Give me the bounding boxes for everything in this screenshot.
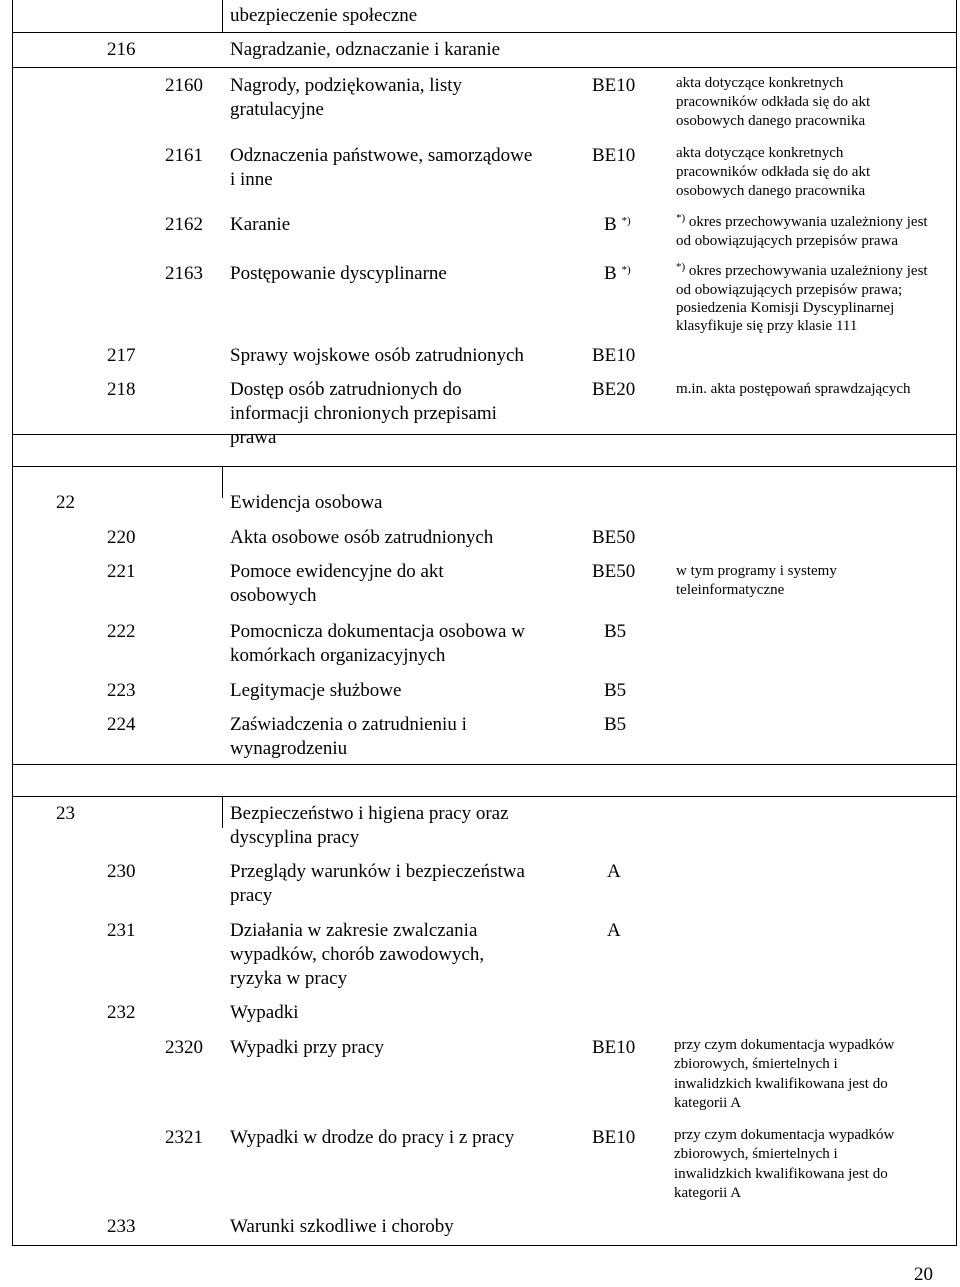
row-title: prawa: [230, 427, 277, 448]
row-title: Działania w zakresie zwalczania: [230, 920, 478, 941]
row-note: klasyfikuje się przy klasie 111: [676, 318, 858, 334]
row-category: B *): [604, 263, 631, 284]
row-note: akta dotyczące konkretnych: [676, 75, 844, 91]
row-category: BE20: [592, 379, 636, 400]
row-note: teleinformatyczne: [676, 582, 785, 598]
row-code: 230: [107, 861, 136, 882]
row-category: A: [607, 861, 621, 882]
row-title: wynagrodzeniu: [230, 738, 348, 759]
row-category: BE10: [592, 145, 636, 166]
row-title: Sprawy wojskowe osób zatrudnionych: [230, 345, 524, 366]
row-category: B5: [604, 621, 627, 642]
row-divider: [12, 434, 957, 435]
row-note: osobowych danego pracownika: [676, 113, 866, 129]
footnote-marker: *): [676, 212, 686, 224]
row-code: 2162: [165, 214, 203, 235]
row-category: BE50: [592, 561, 636, 582]
footnote-marker: *): [621, 264, 631, 276]
row-code: 223: [107, 680, 136, 701]
row-title: Dostęp osób zatrudnionych do: [230, 379, 462, 400]
column-divider: [222, 796, 223, 828]
row-code: 220: [107, 527, 136, 548]
row-code: 231: [107, 920, 136, 941]
row-note: od obowiązujących przepisów prawa;: [676, 282, 903, 298]
row-note: w tym programy i systemy: [676, 563, 837, 579]
row-code: 232: [107, 1002, 136, 1023]
row-title: i inne: [230, 169, 273, 190]
row-divider: [12, 466, 957, 467]
row-divider: [12, 32, 957, 33]
row-note: kategorii A: [674, 1095, 742, 1111]
row-note: inwalidzkich kwalifikowana jest do: [674, 1076, 888, 1092]
row-code: 224: [107, 714, 136, 735]
row-title: Warunki szkodliwe i choroby: [230, 1216, 454, 1237]
row-category: BE10: [592, 1127, 636, 1148]
row-note: osobowych danego pracownika: [676, 183, 866, 199]
row-title: Pomoce ewidencyjne do akt: [230, 561, 444, 582]
footnote-marker: *): [621, 215, 631, 227]
row-note: *) okres przechowywania uzależniony jest: [676, 212, 928, 230]
section-title: dyscyplina pracy: [230, 827, 360, 848]
row-title: Zaświadczenia o zatrudnieniu i: [230, 714, 467, 735]
row-note: pracowników odkłada się do akt: [676, 164, 871, 180]
row-category: B *): [604, 214, 631, 235]
row-code: 2160: [165, 75, 203, 96]
row-note: akta dotyczące konkretnych: [676, 145, 844, 161]
row-category: BE50: [592, 527, 636, 548]
row-code: 2320: [165, 1037, 203, 1058]
row-code: 222: [107, 621, 136, 642]
row-note: zbiorowych, śmiertelnych i: [674, 1146, 838, 1162]
row-title: Akta osobowe osób zatrudnionych: [230, 527, 494, 548]
row-title: komórkach organizacyjnych: [230, 645, 446, 666]
section-code: 23: [56, 803, 75, 824]
section-code: 216: [107, 39, 136, 60]
section-title: Bezpieczeństwo i higiena pracy oraz: [230, 803, 509, 824]
row-note: kategorii A: [674, 1185, 742, 1201]
row-title: gratulacyjne: [230, 99, 324, 120]
row-title: Legitymacje służbowe: [230, 680, 402, 701]
column-divider: [222, 466, 223, 498]
row-note: przy czym dokumentacja wypadków: [674, 1127, 895, 1143]
row-note: *) okres przechowywania uzależniony jest: [676, 261, 928, 279]
row-code: 221: [107, 561, 136, 582]
row-note: przy czym dokumentacja wypadków: [674, 1037, 895, 1053]
row-title: informacji chronionych przepisami: [230, 403, 497, 424]
column-divider: [222, 0, 223, 32]
section-title: Ewidencja osobowa: [230, 492, 383, 513]
row-code: 217: [107, 345, 136, 366]
row-note: m.in. akta postępowań sprawdzających: [676, 381, 911, 397]
section-heading: ubezpieczenie społeczne: [230, 5, 418, 26]
row-title: pracy: [230, 885, 273, 906]
row-title: Wypadki przy pracy: [230, 1037, 384, 1058]
row-title: Przeglądy warunków i bezpieczeństwa: [230, 861, 525, 882]
row-title: Nagrody, podziękowania, listy: [230, 75, 462, 96]
row-code: 218: [107, 379, 136, 400]
row-title: ryzyka w pracy: [230, 968, 348, 989]
row-title: Pomocnicza dokumentacja osobowa w: [230, 621, 525, 642]
row-note: inwalidzkich kwalifikowana jest do: [674, 1166, 888, 1182]
row-note: pracowników odkłada się do akt: [676, 94, 871, 110]
row-code: 2321: [165, 1127, 203, 1148]
row-title: Postępowanie dyscyplinarne: [230, 263, 447, 284]
row-category: A: [607, 920, 621, 941]
row-title: Odznaczenia państwowe, samorządowe: [230, 145, 533, 166]
page-number: 20: [914, 1264, 933, 1285]
row-category: B5: [604, 680, 627, 701]
row-note: zbiorowych, śmiertelnych i: [674, 1056, 838, 1072]
row-category: BE10: [592, 75, 636, 96]
row-category: B5: [604, 714, 627, 735]
row-divider: [12, 764, 957, 765]
row-divider: [12, 796, 957, 797]
row-title: wypadków, chorób zawodowych,: [230, 944, 485, 965]
section-title: Nagradzanie, odznaczanie i karanie: [230, 39, 501, 60]
row-title: Wypadki w drodze do pracy i z pracy: [230, 1127, 515, 1148]
section-code: 22: [56, 492, 75, 513]
row-code: 2161: [165, 145, 203, 166]
row-title: osobowych: [230, 585, 317, 606]
footnote-marker: *): [676, 261, 686, 273]
row-note: posiedzenia Komisji Dyscyplinarnej: [676, 300, 895, 316]
row-category: BE10: [592, 345, 636, 366]
row-category: BE10: [592, 1037, 636, 1058]
row-code: 2163: [165, 263, 203, 284]
row-code: 233: [107, 1216, 136, 1237]
row-divider: [12, 67, 957, 68]
row-title: Karanie: [230, 214, 291, 235]
row-title: Wypadki: [230, 1002, 299, 1023]
row-note: od obowiązujących przepisów prawa: [676, 233, 898, 249]
